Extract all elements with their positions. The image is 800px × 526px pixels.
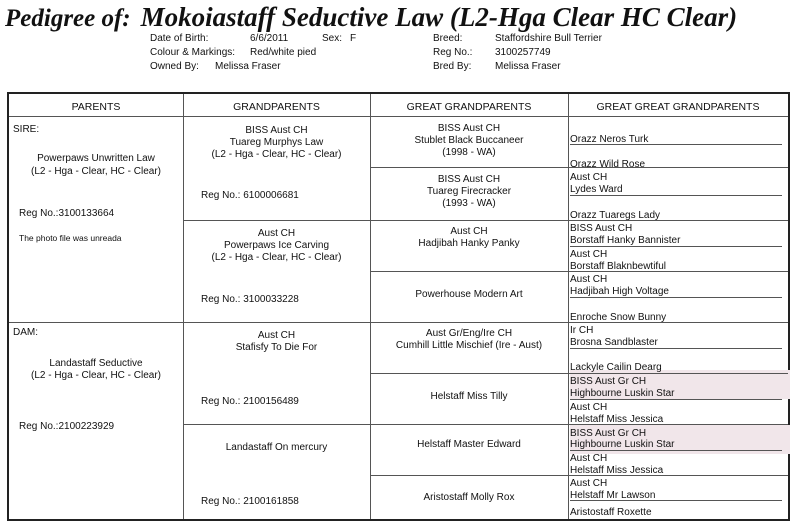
- ggp-name: Hadjibah High Voltage: [570, 286, 669, 297]
- ggp-name: Highbourne Luskin Star: [570, 388, 675, 399]
- grandparent-reg: Reg No.: 2100156489: [201, 396, 299, 407]
- sex-value: F: [350, 33, 357, 44]
- great-grandparent-name: Hadjibah Hanky Panky: [418, 238, 520, 249]
- ggp-name: Helstaff Miss Jessica: [570, 465, 664, 476]
- dam-health: (L2 - Hga - Clear, HC - Clear): [30, 370, 162, 381]
- header-great-great-grandparents: GREAT GREAT GRANDPARENTS: [596, 101, 760, 113]
- grandparent-name: Tuareg Murphys Law: [229, 137, 324, 148]
- ggp-name: Orazz Neros Turk: [570, 134, 649, 145]
- great-grandparent-title: Aust Gr/Eng/Ire CH: [425, 328, 513, 339]
- grandparent-title: Aust CH: [257, 228, 296, 239]
- pedigree-label: Pedigree of:: [5, 5, 131, 32]
- sire-dam-divider: [9, 322, 788, 323]
- grandparent-name: Powerpaws Ice Carving: [223, 240, 330, 251]
- ggp-title: Aust CH: [570, 402, 608, 413]
- breed-label: Breed:: [433, 33, 463, 44]
- grandparent-reg: Reg No.: 3100033228: [201, 294, 299, 305]
- great-grandparent-name: Powerhouse Modern Art: [415, 289, 523, 300]
- ggp-title: BISS Aust CH: [570, 223, 633, 234]
- dog-name: Mokoiastaff Seductive Law (L2-Hga Clear HC Clear): [140, 2, 738, 32]
- column-divider: [568, 94, 569, 519]
- ggp-name: Brosna Sandblaster: [570, 337, 658, 348]
- sire-name: Powerpaws Unwritten Law: [37, 153, 155, 164]
- header-great-grandparents: GREAT GRANDPARENTS: [406, 101, 532, 113]
- ggp-title: BISS Aust Gr CH: [570, 376, 647, 387]
- colour-label: Colour & Markings:: [150, 47, 236, 58]
- ggp-title: Aust CH: [570, 172, 608, 183]
- ggp-name: Highbourne Luskin Star: [570, 439, 675, 450]
- great-grandparent-name: Tuareg Firecracker: [426, 186, 512, 197]
- owned-value: Melissa Fraser: [215, 61, 281, 72]
- ggp-name: Borstaff Blaknbewtiful: [570, 261, 666, 272]
- ggp-name: Borstaff Hanky Bannister: [570, 235, 681, 246]
- grandparent-title: Aust CH: [257, 330, 296, 341]
- colour-value: Red/white pied: [250, 47, 317, 58]
- reg-value: 3100257749: [495, 47, 551, 58]
- grandparent-name: Landastaff On mercury: [225, 442, 328, 453]
- great-grandparent-name: Cumhill Little Mischief (Ire - Aust): [395, 340, 543, 351]
- great-grandparent-extra: (1993 - WA): [442, 198, 496, 209]
- dam-reg: Reg No.:2100223929: [19, 421, 115, 432]
- great-grandparent-title: BISS Aust CH: [437, 174, 501, 185]
- great-grandparent-title: BISS Aust CH: [437, 123, 501, 134]
- grandparent-health: (L2 - Hga - Clear, HC - Clear): [211, 252, 342, 263]
- great-grandparent-title: Aust CH: [450, 226, 488, 237]
- sire-health: (L2 - Hga - Clear, HC - Clear): [30, 166, 162, 177]
- grandparent-divider: [183, 220, 788, 221]
- sire-reg: Reg No.:3100133664: [19, 208, 115, 219]
- grandparent-reg: Reg No.: 6100006681: [201, 190, 299, 201]
- owned-label: Owned By:: [150, 61, 199, 72]
- grandparent-name: Stafisfy To Die For: [235, 342, 318, 353]
- reg-label: Reg No.:: [433, 47, 473, 58]
- ggp-name: Lydes Ward: [570, 184, 623, 195]
- ggp-name: Enroche Snow Bunny: [570, 312, 667, 323]
- breed-value: Staffordshire Bull Terrier: [495, 33, 602, 44]
- ggp-title: Aust CH: [570, 274, 608, 285]
- header-parents: PARENTS: [71, 101, 121, 113]
- great-grandparent-name: Helstaff Master Edward: [417, 439, 521, 450]
- ggp-name: Helstaff Mr Lawson: [570, 490, 656, 501]
- sire-label: SIRE:: [13, 124, 40, 135]
- ggp-name: Lackyle Cailin Dearg: [570, 362, 662, 373]
- ggp-title: Aust CH: [570, 478, 608, 489]
- dam-name: Landastaff Seductive: [49, 358, 143, 369]
- ggp-title: Ir CH: [570, 325, 594, 336]
- bred-label: Bred By:: [433, 61, 472, 72]
- ggp-name: Helstaff Miss Jessica: [570, 414, 664, 425]
- sex-label: Sex:: [322, 33, 343, 44]
- great-grandparent-name: Stublet Black Buccaneer: [414, 135, 524, 146]
- great-grandparent-name: Aristostaff Molly Rox: [423, 492, 515, 503]
- ggp-title: Aust CH: [570, 249, 608, 260]
- sire-photo-note: The photo file was unreada: [19, 233, 122, 243]
- header-grandparents: GRANDPARENTS: [233, 101, 320, 113]
- dob-label: Date of Birth:: [150, 33, 209, 44]
- header-divider: [9, 116, 788, 117]
- grandparent-title: BISS Aust CH: [245, 125, 308, 136]
- ggp-name: Aristostaff Roxette: [570, 507, 652, 518]
- ggp-title: Aust CH: [570, 453, 608, 464]
- pedigree-table: [7, 92, 790, 521]
- great-grandparent-extra: (1998 - WA): [442, 147, 496, 158]
- page-title: [5, 2, 737, 33]
- grandparent-divider: [183, 424, 788, 425]
- ggp-name: Orazz Wild Rose: [570, 159, 646, 170]
- ggp-name: Orazz Tuaregs Lady: [570, 210, 661, 221]
- ggp-title: BISS Aust Gr CH: [570, 428, 647, 439]
- dam-label: DAM:: [13, 327, 38, 338]
- grandparent-health: (L2 - Hga - Clear, HC - Clear): [211, 149, 342, 160]
- bred-value: Melissa Fraser: [495, 61, 561, 72]
- great-grandparent-name: Helstaff Miss Tilly: [430, 391, 508, 402]
- dob-value: 6/6/2011: [250, 33, 289, 44]
- grandparent-reg: Reg No.: 2100161858: [201, 496, 299, 507]
